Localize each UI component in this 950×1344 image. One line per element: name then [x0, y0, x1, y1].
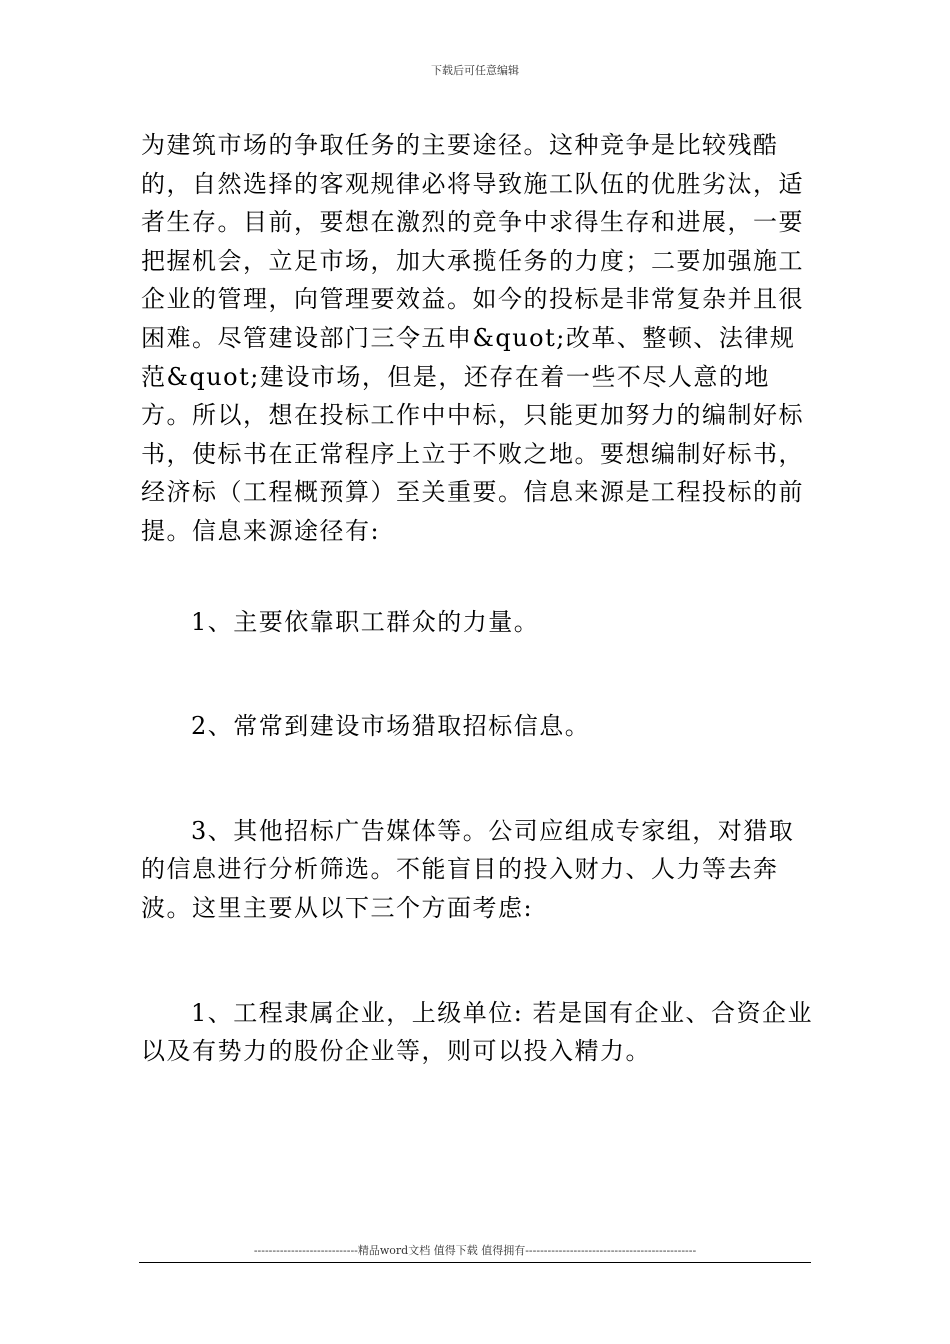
consideration-item-1: 1、工程隶属企业，上级单位: 若是国有企业、合资企业以及有势力的股份企业等，则可以投入精力。: [141, 998, 813, 1066]
list-item-2: 2、常常到建设市场猎取招标信息。: [191, 712, 591, 741]
page-header: 下载后可任意编辑: [431, 64, 519, 77]
paragraph-intro: 为建筑市场的争取任务的主要途径。这种竞争是比较残酷的，自然选择的客观规律必将导致施工队伍的优胜劣汰，适者生存。目前，要想在激烈的竞争中求得生存和进展，一要把握机会，立足市场，加大承揽任务的力度；二要加强施工企业的管理，向管理要效益。如今的投标是非常复杂并且很困难。尽管建设部门三令五申&quot;改革、整顿、法律规范&quot;建设市场，但是，还存在着一些不尽人意的地方。所以，想在投标工作中中标，只能更加努力的编制好标书，使标书在正常程序上立于不败之地。要想编制好标书，经济标（工程概预算）至关重要。信息来源是工程投标的前提。信息来源途径有:: [141, 131, 804, 545]
footer-divider: [139, 1262, 811, 1263]
list-item-1: 1、主要依靠职工群众的力量。: [191, 607, 540, 636]
list-item-3: 3、其他招标广告媒体等。公司应组成专家组，对猎取的信息进行分析筛选。不能盲目的投入财力、人力等去奔波。这里主要从以下三个方面考虑:: [141, 816, 795, 922]
page-footer: ----------------------------精品word文档 值得下载 值得拥有----------------------------------------------: [253, 1244, 697, 1257]
document-body: [141, 126, 813, 1071]
